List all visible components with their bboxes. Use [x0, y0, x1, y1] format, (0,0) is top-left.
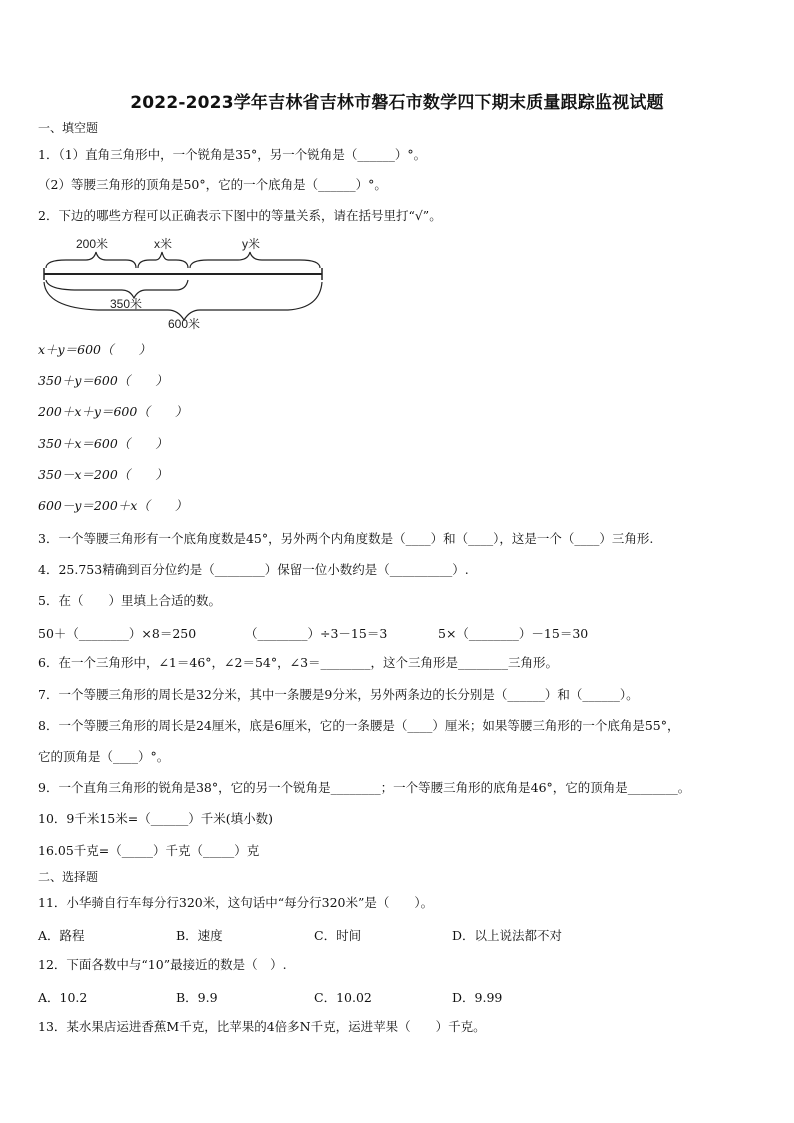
section-choice-heading: 二、选择题: [38, 870, 99, 884]
page-title: 2022-2023学年吉林省吉林市磐石市数学四下期末质量跟踪监视试题: [130, 93, 664, 113]
question-10a: 10．9千米15米=（______）千米(填小数): [38, 811, 273, 826]
question-5-item-2: （________）÷3－15＝3: [245, 626, 388, 641]
question-12-option-d: D．9.99: [452, 990, 503, 1005]
label-600: 600米: [168, 317, 201, 331]
equation-1: x＋y＝600（ ）: [38, 342, 151, 357]
brace-350: [46, 280, 188, 298]
segment-diagram: [38, 234, 338, 332]
label-200: 200米: [76, 237, 109, 251]
question-11-option-c: C．时间: [314, 928, 362, 943]
question-6: 6．在一个三角形中，∠1＝46°，∠2＝54°，∠3＝________，这个三角形是________三角形。: [38, 655, 559, 670]
brace-x: [138, 252, 188, 268]
question-13: 13．某水果店运进香蕉M千克，比苹果的4倍多N千克，运进苹果（ ）千克。: [38, 1019, 486, 1034]
question-7: 7．一个等腰三角形的周长是32分米，其中一条腰是9分米，另外两条边的长分别是（______）和（______）。: [38, 687, 639, 702]
question-8b: 它的顶角是（____）°。: [38, 749, 170, 764]
question-12-option-b: B．9.9: [176, 990, 218, 1005]
label-x: x米: [154, 237, 173, 251]
question-12: 12．下面各数中与“10”最接近的数是（ ）.: [38, 957, 287, 972]
question-11-option-d: D．以上说法都不对: [452, 928, 563, 943]
question-3: 3．一个等腰三角形有一个底角度数是45°，另外两个内角度数是（____）和（____），这是一个（____）三角形.: [38, 531, 654, 546]
question-5: 5．在（ ）里填上合适的数。: [38, 593, 221, 608]
question-5-item-1: 50＋（________）×8＝250: [38, 626, 197, 641]
question-4: 4．25.753精确到百分位约是（________）保留一位小数约是（__________）.: [38, 562, 469, 577]
equation-4: 350＋x＝600（ ）: [38, 436, 168, 451]
label-350: 350米: [110, 297, 143, 311]
question-5-item-3: 5×（________）－15＝30: [438, 626, 589, 641]
question-10b: 16.05千克=（_____）千克（_____）克: [38, 843, 260, 858]
brace-200: [46, 252, 136, 268]
question-11-option-b: B．速度: [176, 928, 223, 943]
equation-6: 600－y＝200＋x（ ）: [38, 498, 188, 513]
question-8a: 8．一个等腰三角形的周长是24厘米，底是6厘米，它的一条腰是（____）厘米；如果等腰三角形的一个底角是55°，: [38, 718, 680, 733]
label-y: y米: [242, 237, 261, 251]
question-1a: 1．（1）直角三角形中，一个锐角是35°，另一个锐角是（______）°。: [38, 147, 427, 162]
question-1b: （2）等腰三角形的顶角是50°，它的一个底角是（______）°。: [38, 177, 387, 192]
equation-5: 350－x＝200（ ）: [38, 467, 168, 482]
question-12-option-c: C．10.02: [314, 990, 372, 1005]
brace-y: [190, 252, 320, 268]
question-2: 2．下边的哪些方程可以正确表示下图中的等量关系，请在括号里打“√”。: [38, 208, 442, 223]
equation-2: 350＋y＝600（ ）: [38, 373, 168, 388]
equation-3: 200＋x＋y＝600（ ）: [38, 404, 188, 419]
question-11-option-a: A．路程: [38, 928, 85, 943]
question-12-option-a: A．10.2: [38, 990, 88, 1005]
question-11: 11．小华骑自行车每分行320米，这句话中“每分行320米”是（ ）。: [38, 895, 434, 910]
question-9: 9．一个直角三角形的锐角是38°，它的另一个锐角是________；一个等腰三角形的底角是46°，它的顶角是________。: [38, 780, 691, 795]
section-fill-in-heading: 一、填空题: [38, 121, 99, 135]
